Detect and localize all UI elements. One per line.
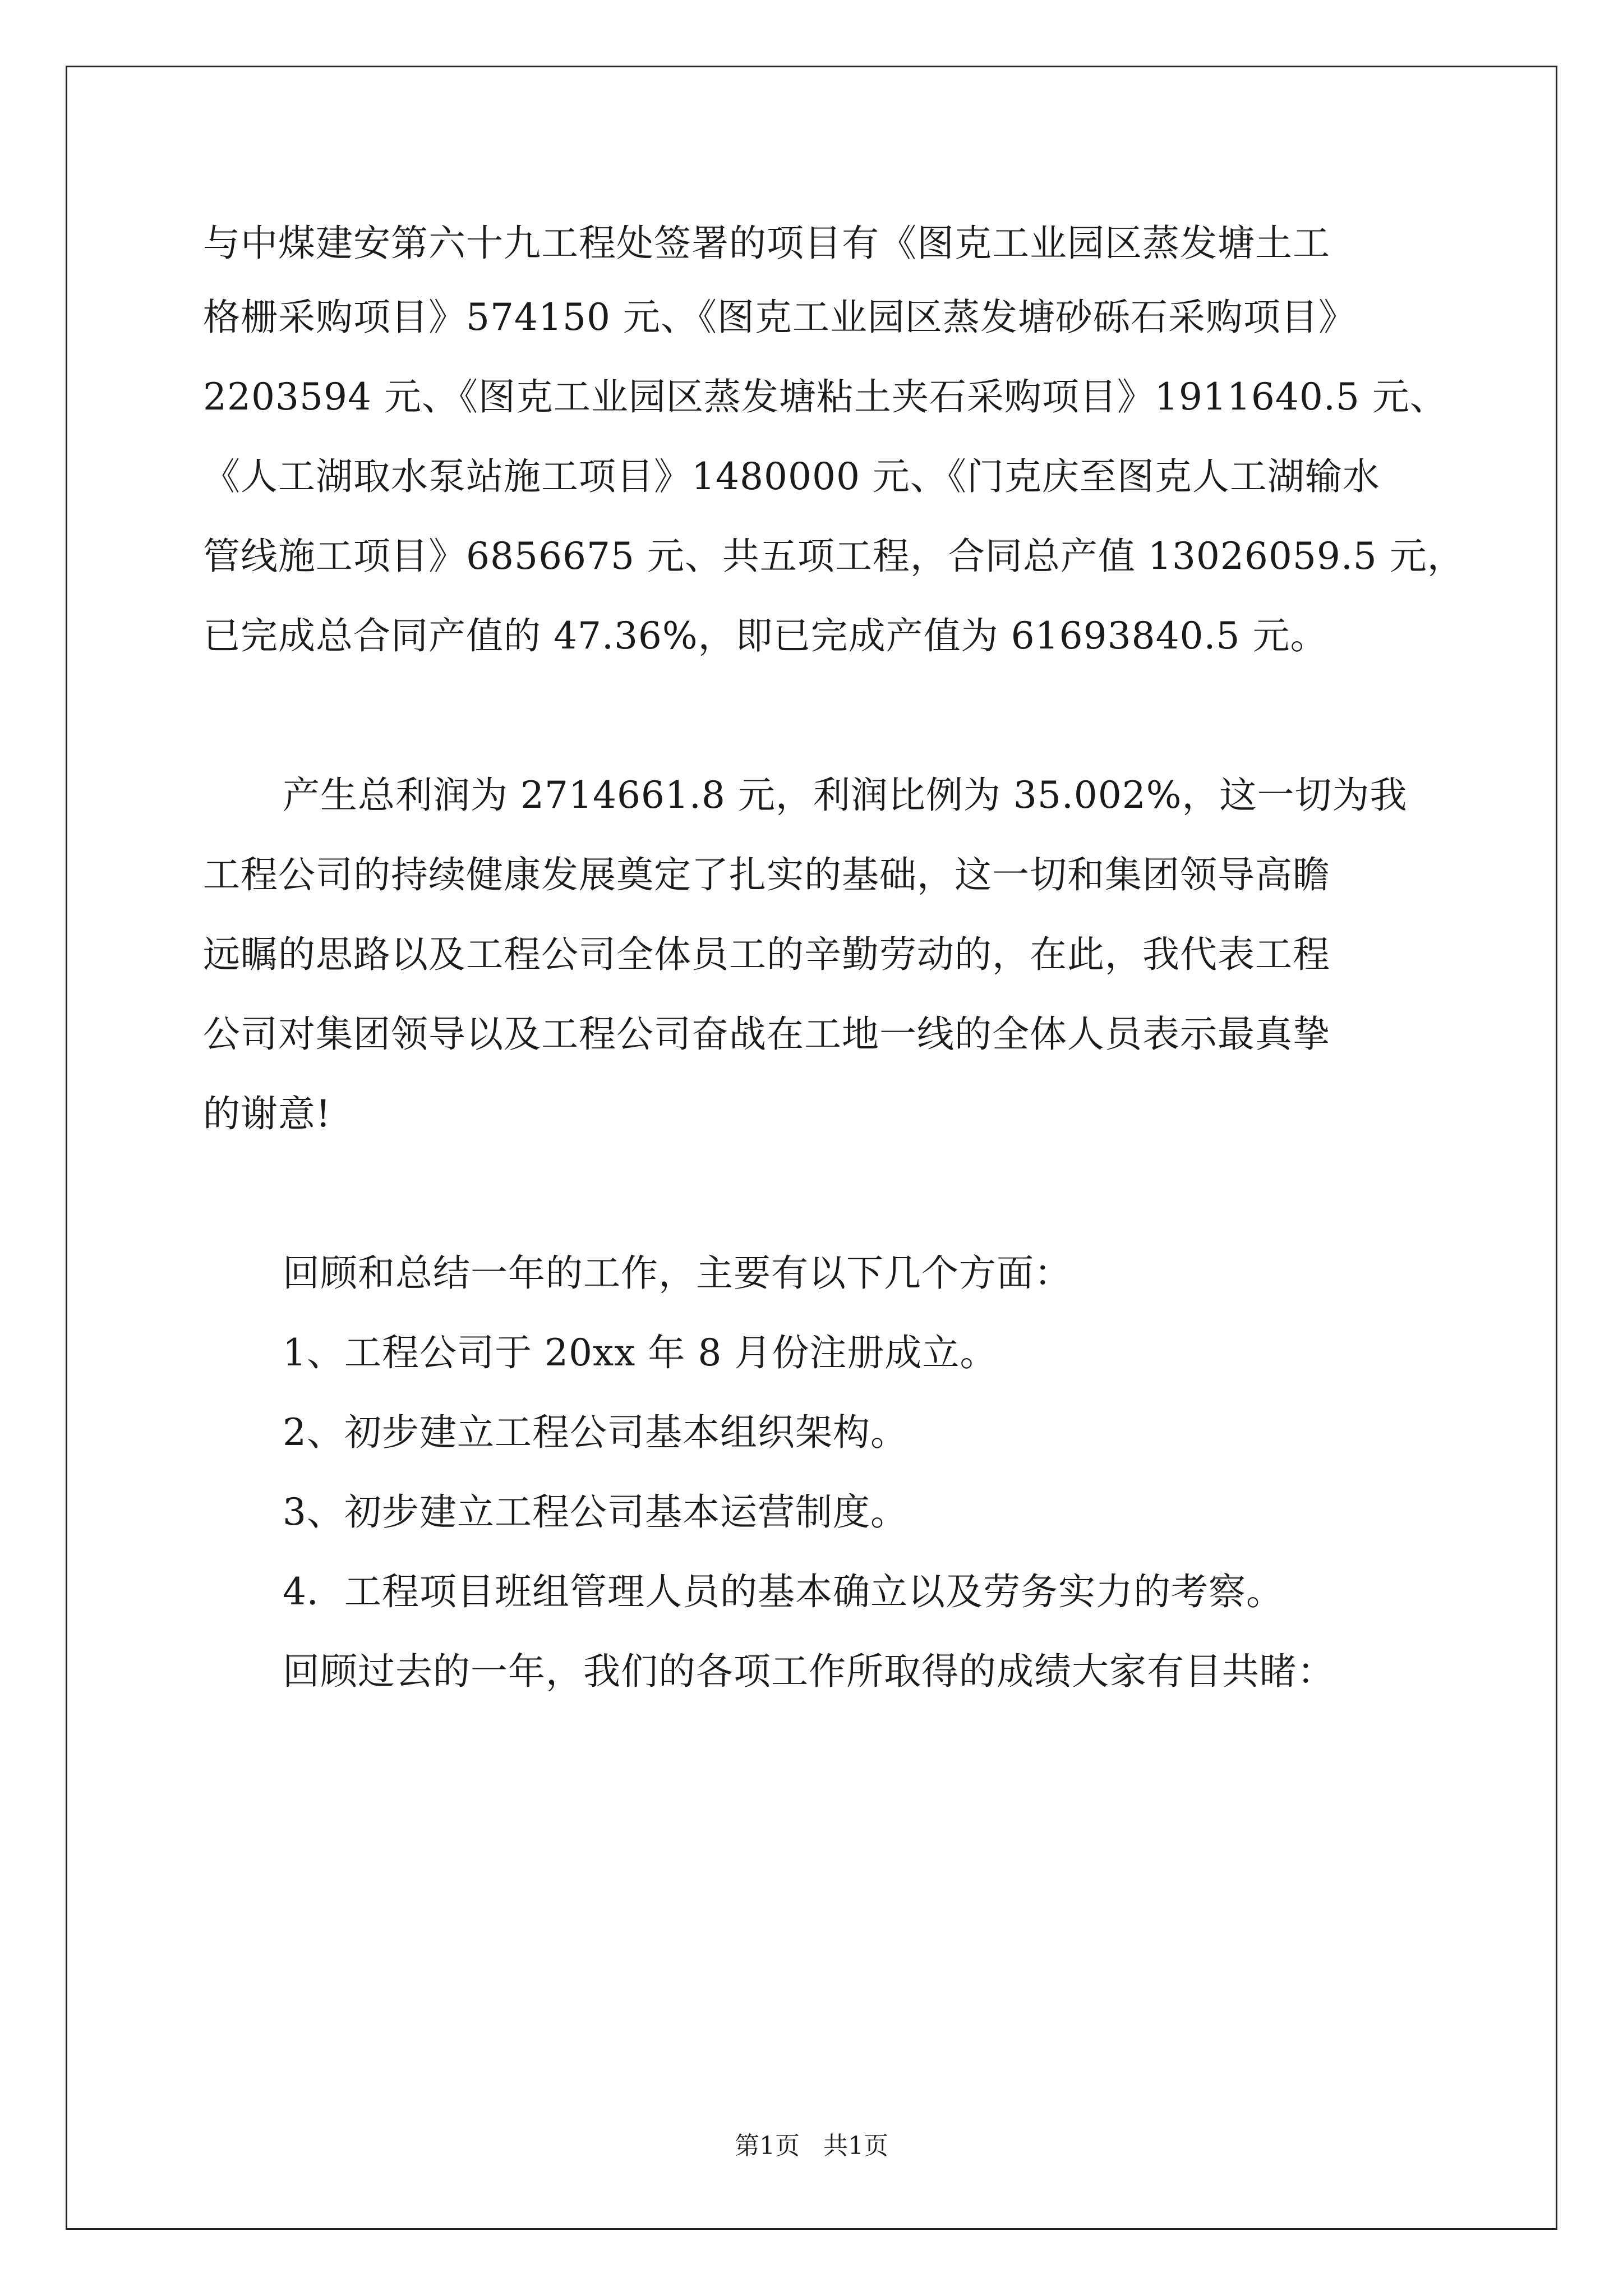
body-line-8: 工程公司的持续健康发展奠定了扎实的基础，这一切和集团领导高瞻 [203,853,1330,896]
list-item-4: 4．工程项目班组管理人员的基本确立以及劳务实力的考察。 [283,1570,1284,1613]
body-line-9: 远瞩的思路以及工程公司全体员工的辛勤劳动的，在此，我代表工程 [203,933,1330,976]
body-line-1: 与中煤建安第六十九工程处签署的项目有《图克工业园区蒸发塘土工 [203,222,1330,265]
body-line-4: 《人工湖取水泵站施工项目》1480000 元、《门克庆至图克人工湖输水 [203,455,1380,498]
list-item-2: 2、初步建立工程公司基本组织架构。 [283,1411,908,1454]
body-line-3: 2203594 元、《图克工业园区蒸发塘粘土夹石采购项目》1911640.5 元、 [203,375,1447,418]
body-line-7: 产生总利润为 2714661.8 元，利润比例为 35.002%，这一切为我 [283,774,1408,817]
list-item-3: 3、初步建立工程公司基本运营制度。 [283,1490,908,1534]
body-line-12: 回顾和总结一年的工作，主要有以下几个方面： [283,1251,1072,1295]
body-line-10: 公司对集团领导以及工程公司奋战在工地一线的全体人员表示最真挚 [203,1013,1330,1056]
body-line-6: 已完成总合同产值的 47.36%，即已完成产值为 61693840.5 元。 [203,614,1328,657]
body-line-2: 格栅采购项目》574150 元、《图克工业园区蒸发塘砂砾石采购项目》 [203,296,1356,339]
body-line-11: 的谢意! [203,1092,331,1135]
page-footer: 第1页 共1页 [735,2132,888,2160]
body-line-17: 回顾过去的一年，我们的各项工作所取得的成绩大家有目共睹： [283,1650,1335,1693]
list-item-1: 1、工程公司于 20xx 年 8 月份注册成立。 [283,1331,998,1374]
body-line-5: 管线施工项目》6856675 元、共五项工程，合同总产值 13026059.5 元， [203,535,1465,578]
